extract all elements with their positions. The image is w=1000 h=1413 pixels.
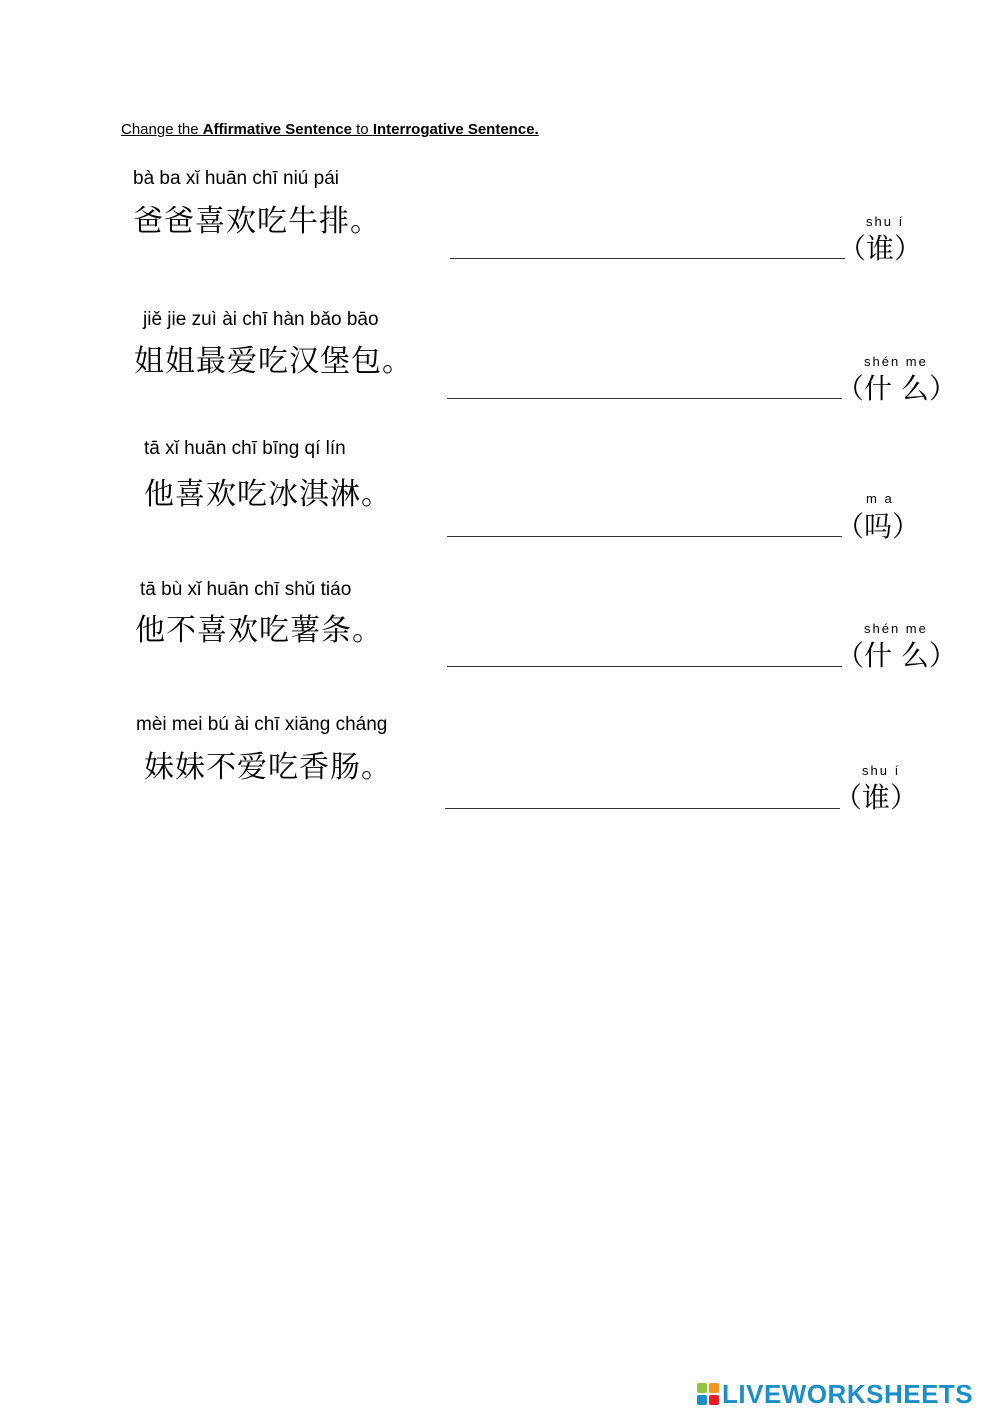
question-2-pinyin: jiě jie zuì ài chī hàn bǎo bāo bbox=[143, 309, 379, 330]
question-4-sentence: 他不喜欢吃薯条。 bbox=[135, 613, 383, 648]
liveworksheets-logo-icon bbox=[697, 1383, 719, 1405]
question-4-answer-line[interactable] bbox=[447, 666, 842, 667]
question-3-sentence: 他喜欢吃冰淇淋。 bbox=[144, 477, 392, 512]
question-1-sentence: 爸爸喜欢吃牛排。 bbox=[133, 204, 381, 239]
question-5-hint-pinyin: shu í bbox=[862, 763, 901, 778]
question-3-pinyin: tā xǐ huān chī bīng qí lín bbox=[144, 438, 346, 459]
question-1-hint: （谁） bbox=[838, 232, 923, 265]
question-2-sentence: 姐姐最爱吃汉堡包。 bbox=[134, 344, 413, 379]
instruction-affirmative: Affirmative Sentence bbox=[202, 121, 352, 138]
question-3-hint-pinyin: m a bbox=[866, 491, 894, 506]
question-5-answer-line[interactable] bbox=[445, 808, 840, 809]
question-5-hint: （谁） bbox=[834, 781, 919, 814]
question-5-sentence: 妹妹不爱吃香肠。 bbox=[144, 750, 392, 785]
instruction-text bbox=[121, 121, 539, 138]
question-3-answer-line[interactable] bbox=[447, 536, 842, 537]
question-4-hint-pinyin: shén me bbox=[864, 621, 928, 636]
instruction-interrogative: Interrogative Sentence. bbox=[372, 121, 539, 138]
question-1-pinyin: bà ba xǐ huān chī niú pái bbox=[133, 168, 339, 189]
instruction-part-1: Change the bbox=[121, 121, 203, 138]
question-4-pinyin: tā bù xǐ huān chī shǔ tiáo bbox=[140, 579, 352, 600]
question-2-hint-pinyin: shén me bbox=[864, 354, 928, 369]
instruction-part-3: to bbox=[351, 121, 373, 138]
liveworksheets-logo-text: LIVEWORKSHEETS bbox=[722, 1378, 974, 1409]
question-4-hint: （什 么） bbox=[836, 639, 957, 672]
question-5-pinyin: mèi mei bú ài chī xiāng cháng bbox=[136, 714, 388, 735]
question-3-hint: （吗） bbox=[836, 510, 921, 543]
question-2-hint: （什 么） bbox=[836, 372, 957, 405]
question-1-hint-pinyin: shu í bbox=[866, 214, 905, 229]
question-2-answer-line[interactable] bbox=[447, 398, 842, 399]
question-1-answer-line[interactable] bbox=[450, 258, 845, 259]
liveworksheets-logo bbox=[697, 1378, 973, 1410]
